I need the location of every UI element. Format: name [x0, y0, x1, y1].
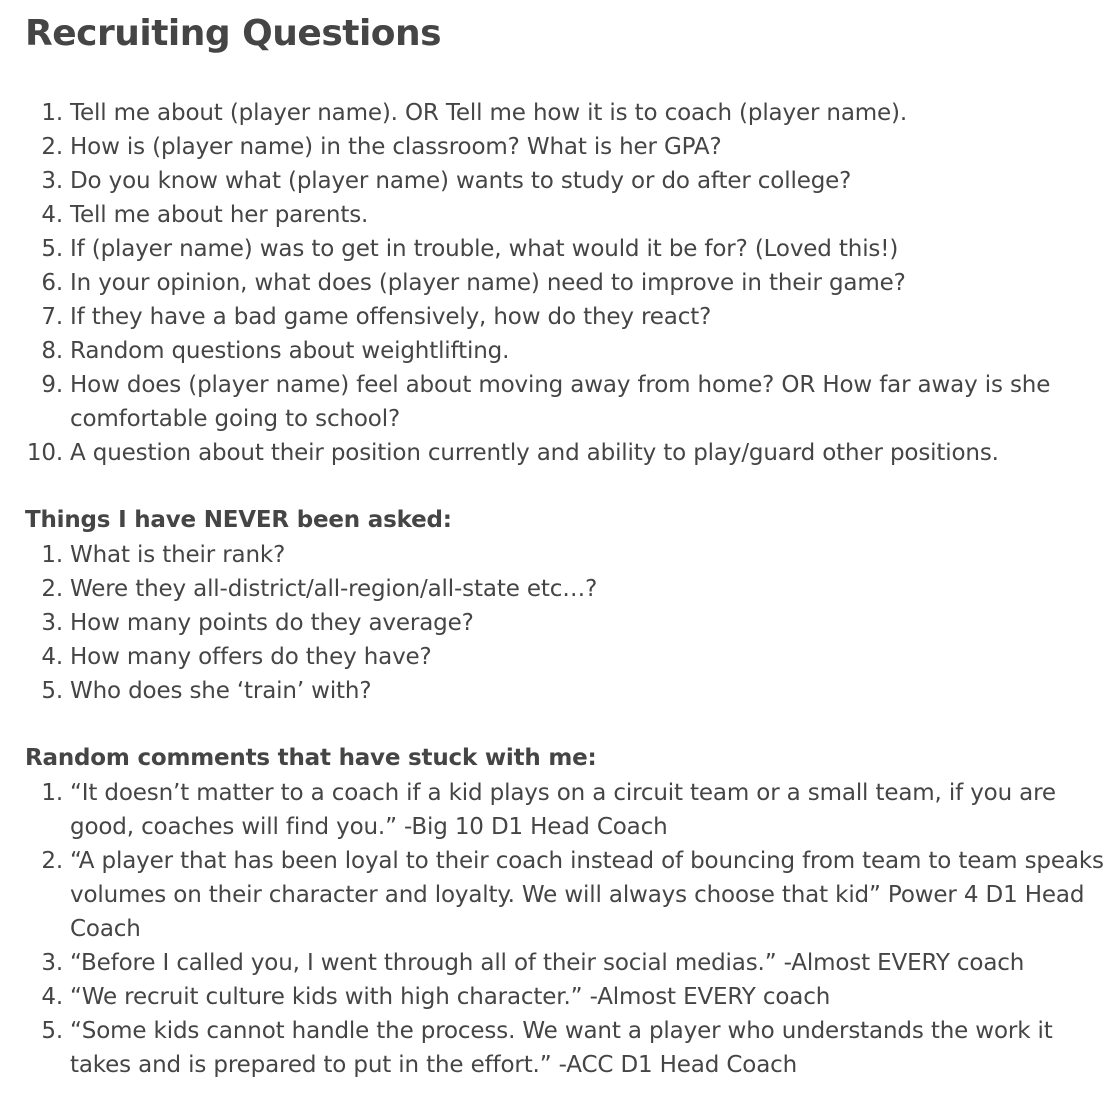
item-text: What is their rank?: [70, 542, 286, 568]
item-number: 1.: [41, 542, 63, 568]
item-text: How many points do they average?: [70, 610, 474, 636]
item-number: 4.: [41, 644, 63, 670]
item-text: “It doesn’t matter to a coach if a kid plays on a circuit team or a small team, if you are good, coaches will find you.” -Big 10 D1 Head Coach: [70, 780, 1056, 840]
item-number: 2.: [41, 134, 63, 160]
comments-heading: Random comments that have stuck with me:: [25, 745, 597, 771]
item-text: If they have a bad game offensively, how do they react?: [70, 304, 712, 330]
item-text: “Before I called you, I went through all of their social medias.” -Almost EVERY coach: [70, 950, 1025, 976]
never-asked-heading: Things I have NEVER been asked:: [25, 507, 452, 533]
list-item: [0, 980, 1110, 1014]
item-text: Tell me about her parents.: [70, 202, 369, 228]
item-number: 6.: [41, 270, 63, 296]
item-number: 3.: [41, 950, 63, 976]
item-text: How does (player name) feel about moving away from home? OR How far away is she comfortable going to school?: [70, 372, 1051, 432]
list-item: [0, 198, 1110, 232]
list-item: [0, 1014, 1110, 1082]
item-text: “A player that has been loyal to their coach instead of bouncing from team to team speaks volumes on their character and loyalty. We will always choose that kid” Power 4 D1 Head Coach: [70, 848, 1104, 942]
never-asked-list: [0, 538, 1110, 708]
item-number: 3.: [41, 610, 63, 636]
item-text: How is (player name) in the classroom? What is her GPA?: [70, 134, 722, 160]
item-text: Do you know what (player name) wants to study or do after college?: [70, 168, 852, 194]
comments-list: [0, 776, 1110, 1082]
item-number: 9.: [41, 372, 63, 398]
list-item: [0, 436, 1110, 470]
list-item: [0, 232, 1110, 266]
item-text: “We recruit culture kids with high character.” -Almost EVERY coach: [70, 984, 831, 1010]
list-item: [0, 674, 1110, 708]
item-number: 3.: [41, 168, 63, 194]
item-number: 5.: [41, 236, 63, 262]
item-number: 7.: [41, 304, 63, 330]
item-text: Who does she ‘train’ with?: [70, 678, 372, 704]
list-item: [0, 300, 1110, 334]
item-text: Were they all-district/all-region/all-state etc…?: [70, 576, 598, 602]
item-number: 5.: [41, 1018, 63, 1044]
item-number: 1.: [41, 100, 63, 126]
recruiting-questions-list: [0, 96, 1110, 470]
item-number: 4.: [41, 984, 63, 1010]
item-number: 8.: [41, 338, 63, 364]
page-title: Recruiting Questions: [25, 13, 442, 54]
list-item: [0, 844, 1110, 946]
list-item: [0, 130, 1110, 164]
list-item: [0, 946, 1110, 980]
list-item: [0, 164, 1110, 198]
list-item: [0, 776, 1110, 844]
list-item: [0, 368, 1110, 436]
list-item: [0, 606, 1110, 640]
item-text: In your opinion, what does (player name) need to improve in their game?: [70, 270, 906, 296]
list-item: [0, 640, 1110, 674]
list-item: [0, 96, 1110, 130]
item-number: 4.: [41, 202, 63, 228]
item-text: A question about their position currently and ability to play/guard other positions.: [70, 440, 999, 466]
list-item: [0, 334, 1110, 368]
item-text: If (player name) was to get in trouble, what would it be for? (Loved this!): [70, 236, 899, 262]
list-item: [0, 538, 1110, 572]
item-number: 10.: [26, 440, 63, 466]
item-text: “Some kids cannot handle the process. We want a player who understands the work it takes and is prepared to put in the effort.” -ACC D1 Head Coach: [70, 1018, 1053, 1078]
item-number: 2.: [41, 576, 63, 602]
list-item: [0, 266, 1110, 300]
item-number: 1.: [41, 780, 63, 806]
item-number: 2.: [41, 848, 63, 874]
item-text: Tell me about (player name). OR Tell me how it is to coach (player name).: [70, 100, 908, 126]
item-number: 5.: [41, 678, 63, 704]
item-text: Random questions about weightlifting.: [70, 338, 510, 364]
list-item: [0, 572, 1110, 606]
item-text: How many offers do they have?: [70, 644, 432, 670]
